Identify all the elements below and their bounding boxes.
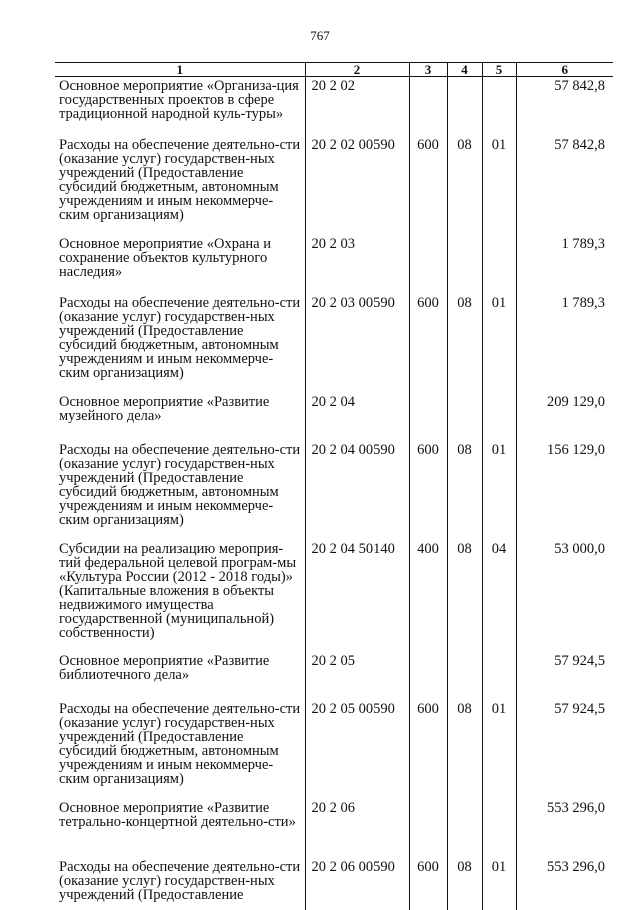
table-row xyxy=(55,136,613,235)
row-expense-type: 600 xyxy=(409,294,447,393)
row-section: 08 xyxy=(447,700,482,799)
row-section: 08 xyxy=(447,136,482,235)
row-name: Расходы на обеспечение деятельно-сти (оказание услуг) государствен-ных учреждений (Предоставление xyxy=(59,859,301,903)
row-subsection xyxy=(482,652,516,700)
row-amount: 156 129,0 xyxy=(516,441,613,540)
row-code: 20 2 05 xyxy=(305,652,409,700)
row-expense-type: 600 xyxy=(409,858,447,910)
row-amount: 553 296,0 xyxy=(516,799,613,858)
row-amount: 53 000,0 xyxy=(516,540,613,652)
row-section xyxy=(447,393,482,441)
row-name: Расходы на обеспечение деятельно-сти (оказание услуг) государствен-ных учреждений (Предоставление субсидий бюджетным, автономным учреждениям и иным некоммерче-ским организациям) xyxy=(59,137,301,223)
row-expense-type: 600 xyxy=(409,136,447,235)
row-section: 08 xyxy=(447,858,482,910)
row-subsection xyxy=(482,393,516,441)
header-col-4: 4 xyxy=(447,63,482,77)
row-code: 20 2 05 00590 xyxy=(305,700,409,799)
row-name: Расходы на обеспечение деятельно-сти (оказание услуг) государствен-ных учреждений (Предоставление субсидий бюджетным, автономным учреждениям и иным некоммерче-ским организациям) xyxy=(59,295,301,381)
table-row xyxy=(55,77,613,137)
table-row xyxy=(55,441,613,540)
row-section: 08 xyxy=(447,540,482,652)
row-section: 08 xyxy=(447,294,482,393)
row-code: 20 2 02 xyxy=(305,77,409,137)
row-amount: 209 129,0 xyxy=(516,393,613,441)
row-name: Субсидии на реализацию мероприя-тий федеральной целевой програм-мы «Культура России (2012 - 2018 годы)» (Капитальные вложения в объекты недвижимого имущества государственной (муниципальной) собственности) xyxy=(59,541,297,641)
table-row xyxy=(55,294,613,393)
row-code: 20 2 04 50140 xyxy=(305,540,409,652)
table-header-row xyxy=(55,63,613,77)
row-code: 20 2 03 xyxy=(305,235,409,294)
row-section xyxy=(447,652,482,700)
row-subsection: 01 xyxy=(482,136,516,235)
row-name: Основное мероприятие «Развитие тетрально-концертной деятельно-сти» xyxy=(59,800,296,830)
row-expense-type xyxy=(409,393,447,441)
row-subsection xyxy=(482,799,516,858)
table-row xyxy=(55,858,613,910)
row-amount: 1 789,3 xyxy=(516,235,613,294)
table-row xyxy=(55,799,613,858)
row-subsection: 01 xyxy=(482,858,516,910)
table-row xyxy=(55,393,613,441)
row-subsection: 01 xyxy=(482,441,516,540)
row-code: 20 2 04 xyxy=(305,393,409,441)
row-amount: 57 842,8 xyxy=(516,136,613,235)
row-subsection xyxy=(482,235,516,294)
row-section xyxy=(447,77,482,137)
row-code: 20 2 04 00590 xyxy=(305,441,409,540)
row-expense-type xyxy=(409,799,447,858)
header-col-2: 2 xyxy=(305,63,409,77)
row-expense-type: 600 xyxy=(409,441,447,540)
row-subsection: 04 xyxy=(482,540,516,652)
row-expense-type: 400 xyxy=(409,540,447,652)
row-expense-type xyxy=(409,235,447,294)
row-amount: 57 842,8 xyxy=(516,77,613,137)
row-subsection: 01 xyxy=(482,294,516,393)
row-section: 08 xyxy=(447,441,482,540)
row-amount: 57 924,5 xyxy=(516,700,613,799)
row-code: 20 2 06 xyxy=(305,799,409,858)
row-amount: 1 789,3 xyxy=(516,294,613,393)
table-row xyxy=(55,540,613,652)
row-code: 20 2 06 00590 xyxy=(305,858,409,910)
row-name: Основное мероприятие «Охрана и сохранение объектов культурного наследия» xyxy=(59,236,271,280)
row-amount: 57 924,5 xyxy=(516,652,613,700)
row-subsection: 01 xyxy=(482,700,516,799)
row-expense-type: 600 xyxy=(409,700,447,799)
table-row xyxy=(55,700,613,799)
row-expense-type xyxy=(409,652,447,700)
page-number: 767 xyxy=(310,28,330,43)
header-col-6: 6 xyxy=(516,63,613,77)
row-section xyxy=(447,235,482,294)
row-amount: 553 296,0 xyxy=(516,858,613,910)
table-row xyxy=(55,652,613,700)
table-row xyxy=(55,235,613,294)
header-col-5: 5 xyxy=(482,63,516,77)
row-section xyxy=(447,799,482,858)
row-name: Основное мероприятие «Организа-ция государственных проектов в сфере традиционной народной куль-туры» xyxy=(59,78,299,122)
row-code: 20 2 03 00590 xyxy=(305,294,409,393)
row-name: Основное мероприятие «Развитие библиотечного дела» xyxy=(59,653,270,683)
row-expense-type xyxy=(409,77,447,137)
row-code: 20 2 02 00590 xyxy=(305,136,409,235)
row-name: Расходы на обеспечение деятельно-сти (оказание услуг) государствен-ных учреждений (Предоставление субсидий бюджетным, автономным учреждениям и иным некоммерче-ским организациям) xyxy=(59,701,301,787)
header-col-3: 3 xyxy=(409,63,447,77)
header-col-1: 1 xyxy=(55,63,305,77)
row-name: Основное мероприятие «Развитие музейного дела» xyxy=(59,394,270,424)
budget-table xyxy=(55,62,613,910)
row-name: Расходы на обеспечение деятельно-сти (оказание услуг) государствен-ных учреждений (Предоставление субсидий бюджетным, автономным учреждениям и иным некоммерче-ским организациям) xyxy=(59,442,301,528)
row-subsection xyxy=(482,77,516,137)
